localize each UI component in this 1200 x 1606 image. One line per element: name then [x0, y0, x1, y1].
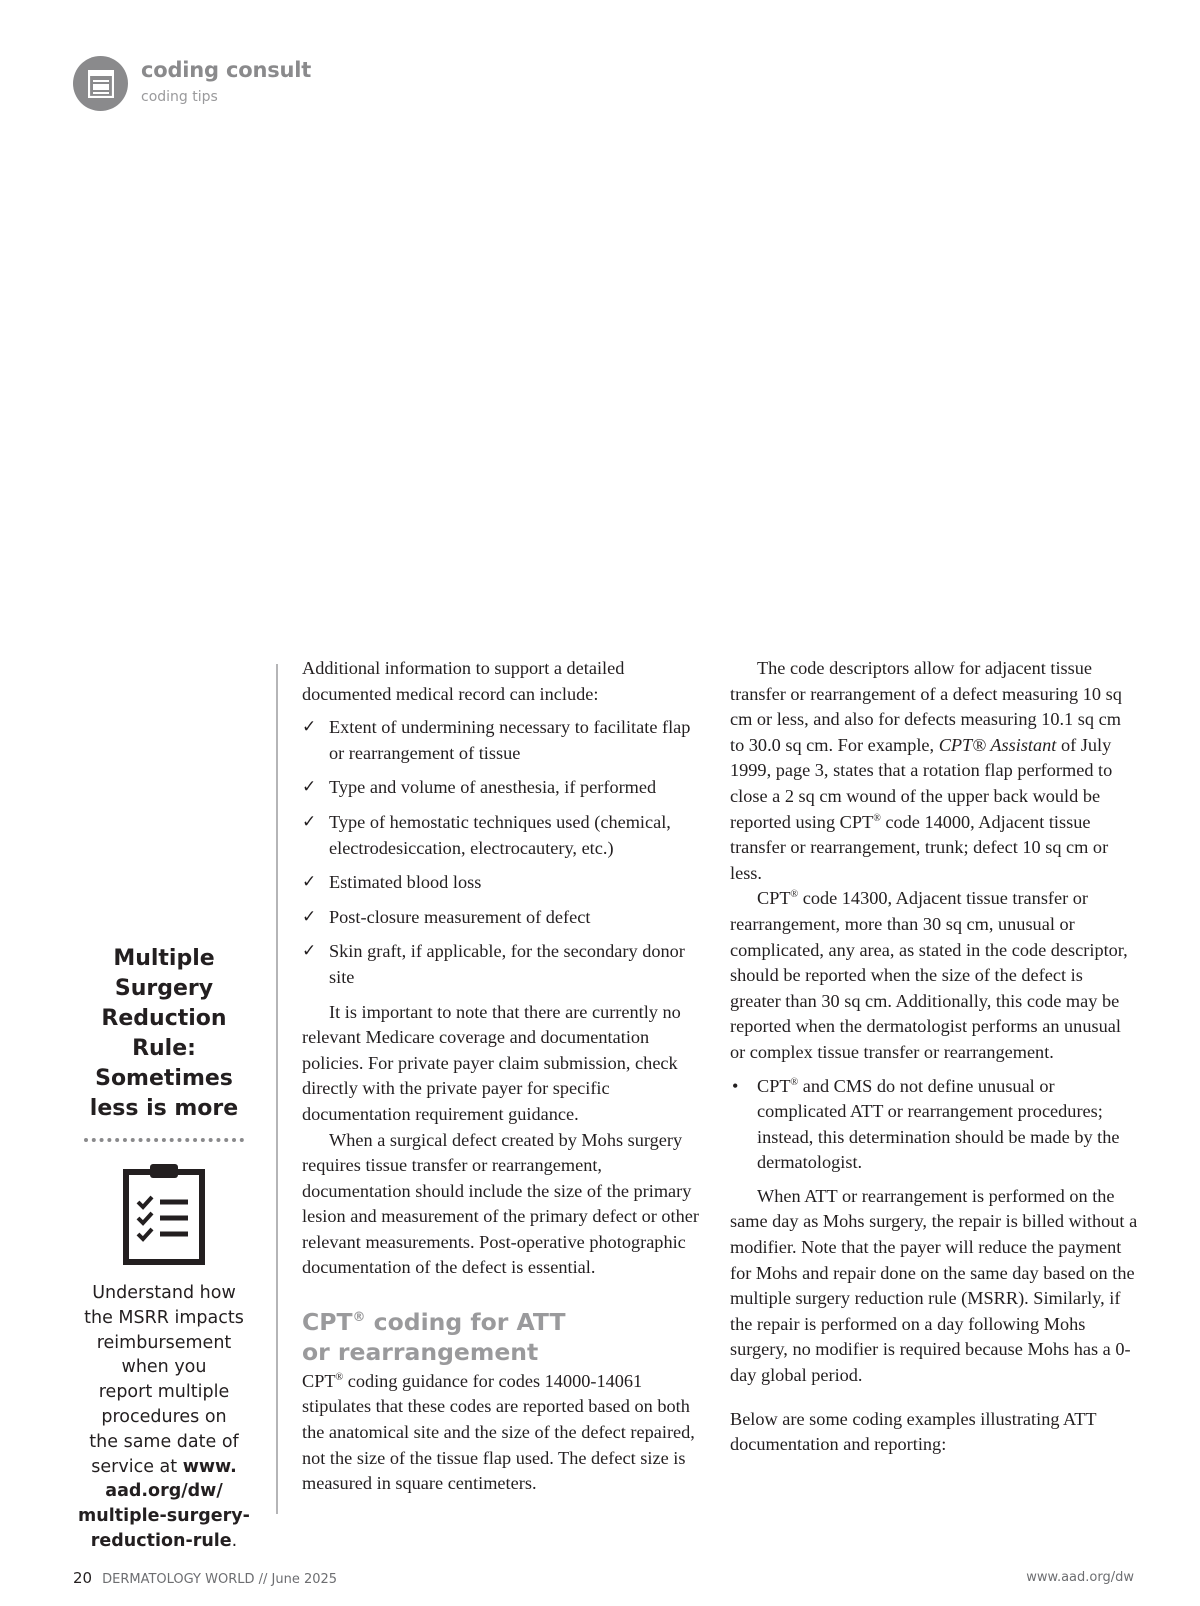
section-title: coding consult — [141, 58, 312, 82]
checklist-item-text: Type and volume of anesthesia, if performed — [329, 777, 657, 798]
documentation-checklist — [302, 715, 702, 990]
section-badge — [73, 56, 128, 111]
registered-mark: ® — [873, 812, 881, 824]
sidebar-link-part[interactable]: multiple-surgery- — [78, 1506, 250, 1527]
sidebar-link-part[interactable]: www. — [182, 1456, 237, 1477]
checkmark-icon: ✓ — [302, 872, 317, 893]
sidebar-title-line: Reduction Rule: — [101, 1006, 227, 1061]
sidebar-title-line: Surgery — [114, 976, 214, 1001]
sidebar-text-line: the MSRR impacts — [84, 1307, 244, 1328]
sidebar-text-line: the same date of — [89, 1431, 239, 1452]
sidebar-link-part[interactable]: aad.org/dw/ — [105, 1481, 223, 1502]
sidebar-title-line: Sometimes — [95, 1066, 233, 1091]
registered-mark: ® — [335, 1371, 344, 1383]
para-text: The code descriptors allow for adjacent tissue transfer or rearrangement of a defect measuring 10 sq cm or less, and also for defects measuring 10.1 sq cm to 30.0 sq cm. For example, — [730, 658, 1122, 755]
registered-mark: ® — [352, 1310, 366, 1326]
body-paragraph — [302, 1369, 702, 1497]
sidebar-text-line: when you — [121, 1357, 207, 1378]
sidebar-title-line: less is more — [89, 1096, 239, 1121]
sidebar-title — [66, 944, 262, 1124]
bullet-item — [730, 1074, 1138, 1176]
sidebar-callout — [66, 944, 262, 1554]
checklist-item-text: Extent of undermining necessary to facilitate flap or rearrangement of tissue — [329, 717, 691, 763]
sidebar-text-line — [66, 1455, 262, 1480]
para-text: CPT — [757, 888, 791, 909]
registered-mark: ® — [790, 889, 799, 901]
publication-name: DERMATOLOGY WORLD // June 2025 — [102, 1572, 338, 1587]
checklist-item-text: Post-closure measurement of defect — [329, 906, 591, 927]
bullet-icon: • — [732, 1075, 739, 1096]
sidebar-link-line[interactable] — [66, 1504, 262, 1529]
para-text: coding guidance for codes 14000-14061 stipulates that these codes are reported based on both the anatomical site and the size of the defect repaired, not the size of the tissue flap used. The defect size is measured in square centimeters. — [302, 1370, 695, 1494]
checklist-item-text: Type of hemostatic techniques used (chemical, electrodesiccation, electrocautery, etc.) — [329, 811, 671, 858]
para-text: CPT — [302, 1370, 336, 1391]
sidebar-text-plain: service at — [91, 1456, 183, 1477]
sidebar-link-line[interactable] — [66, 1529, 262, 1554]
para-text: code 14000, Adjacent tissue transfer or rearrangement, trunk; defect 10 sq cm or less. — [730, 811, 1109, 883]
page-number: 20 — [73, 1569, 93, 1587]
checkmark-icon: ✓ — [302, 717, 317, 738]
checklist-item — [302, 939, 702, 990]
sidebar-link-end: . — [231, 1530, 238, 1551]
subheading-text: coding for ATT — [365, 1307, 566, 1336]
sidebar-link-part[interactable]: reduction-rule — [90, 1530, 232, 1551]
body-paragraph: Below are some coding examples illustrating ATT documentation and reporting: — [730, 1408, 1097, 1455]
sidebar-text-line: procedures on — [101, 1406, 227, 1427]
body-column-2 — [730, 656, 1138, 1458]
publication-title: CPT® Assistant — [938, 734, 1057, 755]
para-text: of July 1999, page 3, states that a rotation flap performed to close a 2 sq cm wound of the upper back would be reported using CPT — [730, 734, 1113, 832]
subheading — [302, 1303, 702, 1367]
checkmark-icon: ✓ — [302, 811, 317, 832]
checkmark-icon: ✓ — [302, 906, 317, 927]
checklist-item-text: Skin graft, if applicable, for the secondary donor site — [329, 941, 685, 987]
footer-folio — [73, 1569, 337, 1587]
body-paragraph: When ATT or rearrangement is performed on the same day as Mohs surgery, the repair is billed without a modifier. Note that the payer will reduce the payment for Mohs and repair done on the same day based on the multiple surgery reduction rule (MSRR). Similarly, if the repair is performed on a day following Mohs surgery, no modifier is required because Mohs has a 0-day global period. — [730, 1185, 1138, 1386]
column-rule — [276, 664, 278, 1514]
bullet-text: and CMS do not define unusual or complicated ATT or rearrangement procedures; instead, this determination should be made by the dermatologist. — [757, 1075, 1120, 1173]
body-paragraph: When a surgical defect created by Mohs surgery requires tissue transfer or rearrangement, documentation should include the size of the primary lesion and measurement of the primary defect or other relevant measurements. Post-operative photographic documentation of the defect is essential. — [302, 1129, 699, 1278]
section-subtitle: coding tips — [141, 89, 218, 105]
body-paragraph — [730, 886, 1138, 1065]
sidebar-title-line: Multiple — [113, 946, 215, 971]
sidebar-link-line[interactable] — [66, 1479, 262, 1504]
body-paragraph — [730, 656, 1138, 886]
checklist-item — [302, 775, 702, 801]
bullet-list — [730, 1074, 1138, 1176]
sidebar-text-line: report multiple — [98, 1382, 230, 1403]
sidebar-text-line: Understand how — [92, 1283, 236, 1303]
checklist-item — [302, 810, 702, 861]
checklist-item — [302, 905, 702, 931]
checkmark-icon: ✓ — [302, 941, 317, 962]
subheading-text: CPT — [302, 1307, 353, 1336]
footer-url[interactable]: www.aad.org/dw — [1026, 1570, 1134, 1585]
clipboard-checklist-icon — [122, 1162, 206, 1266]
intro-paragraph: Additional information to support a detailed documented medical record can include: — [302, 658, 625, 704]
sidebar-text-line: reimbursement — [96, 1332, 232, 1353]
checkmark-icon: ✓ — [302, 777, 317, 798]
checklist-item-text: Estimated blood loss — [329, 872, 482, 893]
document-icon — [88, 70, 114, 98]
para-text: code 14300, Adjacent tissue transfer or rearrangement, more than 30 sq cm, unusual or complicated, any area, as stated in the code descriptor, should be reported when the size of the defect is greater than 30 sq cm. Additionally, this code may be reported when the dermatologist performs an unusual or complex tissue transfer or rearrangement. — [730, 888, 1128, 1062]
checklist-item — [302, 870, 702, 896]
subheading-text: or rearrangement — [302, 1337, 539, 1366]
body-column-1 — [302, 656, 702, 1497]
dotted-divider — [84, 1138, 244, 1142]
registered-mark: ® — [790, 1076, 799, 1088]
checklist-item — [302, 715, 702, 766]
bullet-text: CPT — [757, 1075, 791, 1096]
sidebar-text — [66, 1281, 262, 1554]
body-paragraph: It is important to note that there are currently no relevant Medicare coverage and documentation policies. For private payer claim submission, check directly with the private payer for specific documentation requirement guidance. — [302, 1001, 681, 1124]
